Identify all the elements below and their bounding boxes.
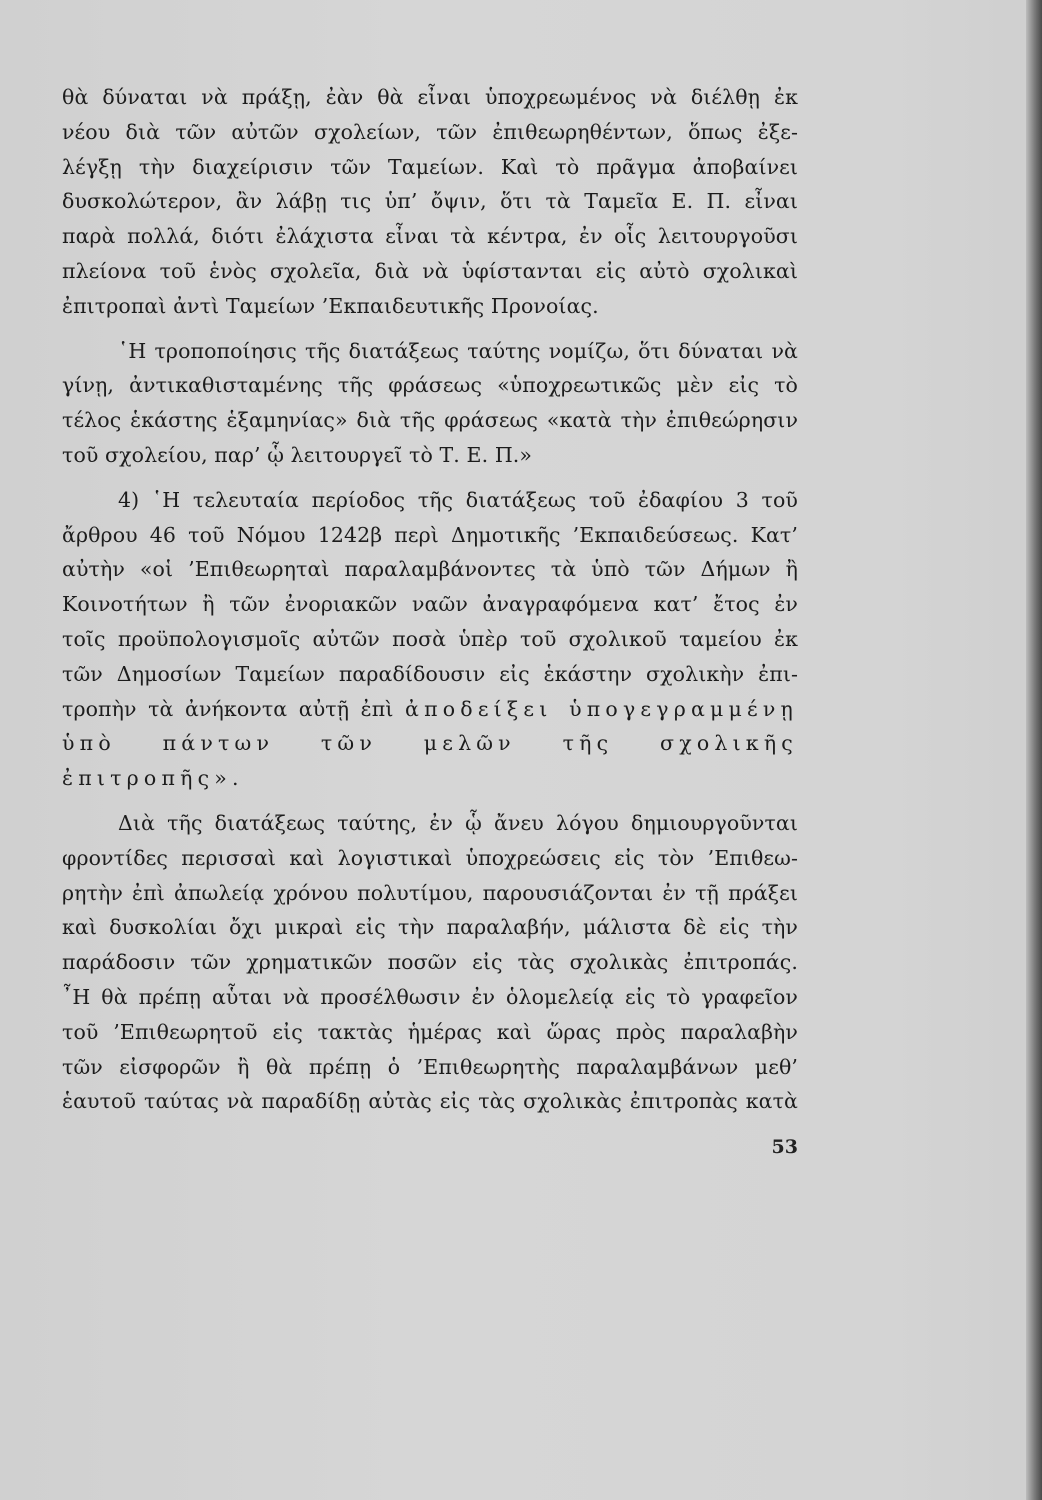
text-line: τοῦ σχολείου, παρ’ ᾧ λειτουργεῖ τὸ Τ. Ε. Π.» (62, 442, 533, 467)
text-line: πλείονα τοῦ ἑνὸς σχολεῖα, διὰ νὰ ὑφίστανται εἰς αὐτὸ σχολικαὶ (62, 258, 798, 283)
text-line: ῾Η τροποποίησις τῆς διατάξεως ταύτης νομίζω, ὅτι δύναται νὰ (118, 338, 798, 363)
text-line: ῏Η θὰ πρέπῃ αὗται νὰ προσέλθωσιν ἐν ὁλομελείᾳ εἰς τὸ γραφεῖον (62, 984, 798, 1009)
text-line: καὶ δυσκολίαι ὄχι μικραὶ εἰς τὴν παραλαβήν, μάλιστα δὲ εἰς τὴν (62, 915, 798, 940)
text-line: τῶν εἰσφορῶν ἢ θὰ πρέπῃ ὁ ’Επιθεωρητὴς παραλαμβάνων μεθ’ (62, 1054, 798, 1079)
text-line: θὰ δύναται νὰ πράξῃ, ἐὰν θὰ εἶναι ὑποχρεωμένος νὰ διέλθῃ ἐκ (62, 85, 798, 109)
text-line: δυσκολώτερον, ἂν λάβῃ τις ὑπ’ ὄψιν, ὅτι τὰ Ταμεῖα Ε. Π. εἶναι (62, 189, 798, 214)
text-line: τοῖς προϋπολογισμοῖς αὐτῶν ποσὰ ὑπὲρ τοῦ σχολικοῦ ταμείου ἐκ (62, 626, 798, 651)
text-line: ἄρθρου 46 τοῦ Νόμου 1242β περὶ Δημοτικῆς ’Εκπαιδεύσεως. Κατ’ (62, 522, 798, 547)
text-line: αὐτὴν «οἱ ’Επιθεωρηταὶ παραλαμβάνοντες τὰ ὑπὸ τῶν Δήμων ἢ (62, 557, 798, 582)
text-line: ἑαυτοῦ ταύτας νὰ παραδίδῃ αὐτὰς εἰς τὰς σχολικὰς ἐπιτροπὰς κατὰ (62, 1089, 798, 1114)
paragraph-4 (62, 806, 798, 1119)
text-line: γίνῃ, ἀντικαθισταμένης τῆς φράσεως «ὑποχρεωτικῶς μὲν εἰς τὸ (62, 373, 798, 398)
paragraph-1 (62, 80, 798, 324)
page-number: 53 (771, 1136, 798, 1158)
page-edge-shadow (1026, 0, 1042, 1500)
text-line: λέγξῃ τὴν διαχείρισιν τῶν Ταμείων. Καὶ τὸ πρᾶγμα ἀποβαίνει (62, 154, 798, 179)
text-line: παράδοσιν τῶν χρηματικῶν ποσῶν εἰς τὰς σχολικὰς ἐπιτροπάς. (62, 950, 798, 975)
text-line: νέου διὰ τῶν αὐτῶν σχολείων, τῶν ἐπιθεωρηθέντων, ὅπως ἐξε- (62, 119, 798, 144)
text-line: ὑπὸ πάντων τῶν μελῶν τῆς σχολικῆς ἐπιτροπῆς». (62, 731, 798, 791)
text-line: Διὰ τῆς διατάξεως ταύτης, ἐν ᾧ ἄνευ λόγου δημιουργοῦνται (118, 810, 798, 835)
spaced-text-segment: ἀποδείξει ὑπογεγραμμένῃ (405, 696, 798, 721)
text-line: ρητὴν ἐπὶ ἀπωλείᾳ χρόνου πολυτίμου, παρουσιάζονται ἐν τῇ πράξει (62, 880, 798, 905)
paragraph-2 (62, 334, 798, 473)
text-line: τέλος ἑκάστης ἑξαμηνίας» διὰ τῆς φράσεως «κατὰ τὴν ἐπιθεώρησιν (62, 408, 798, 433)
paragraph-3 (62, 483, 798, 796)
body-text (62, 80, 798, 1119)
text-line: τοῦ ’Επιθεωρητοῦ εἰς τακτὰς ἡμέρας καὶ ὥρας πρὸς παραλαβὴν (62, 1019, 798, 1044)
text-line: 4) ῾Η τελευταία περίοδος τῆς διατάξεως τοῦ ἐδαφίου 3 τοῦ (118, 487, 798, 512)
text-line (62, 692, 798, 727)
text-line: παρὰ πολλά, διότι ἐλάχιστα εἶναι τὰ κέντρα, ἐν οἷς λειτουργοῦσι (62, 224, 798, 249)
text-line: τῶν Δημοσίων Ταμείων παραδίδουσιν εἰς ἑκάστην σχολικὴν ἐπι- (62, 661, 798, 686)
text-line: φροντίδες περισσαὶ καὶ λογιστικαὶ ὑποχρεώσεις εἰς τὸν ’Επιθεω- (62, 845, 798, 870)
text-line: ἐπιτροπαὶ ἀντὶ Ταμείων ’Εκπαιδευτικῆς Προνοίας. (62, 293, 599, 318)
text-segment: τροπὴν τὰ ἀνήκοντα αὐτῇ ἐπὶ (62, 696, 394, 721)
text-line: Κοινοτήτων ἢ τῶν ἐνοριακῶν ναῶν ἀναγραφόμενα κατ’ ἔτος ἐν (62, 592, 798, 617)
